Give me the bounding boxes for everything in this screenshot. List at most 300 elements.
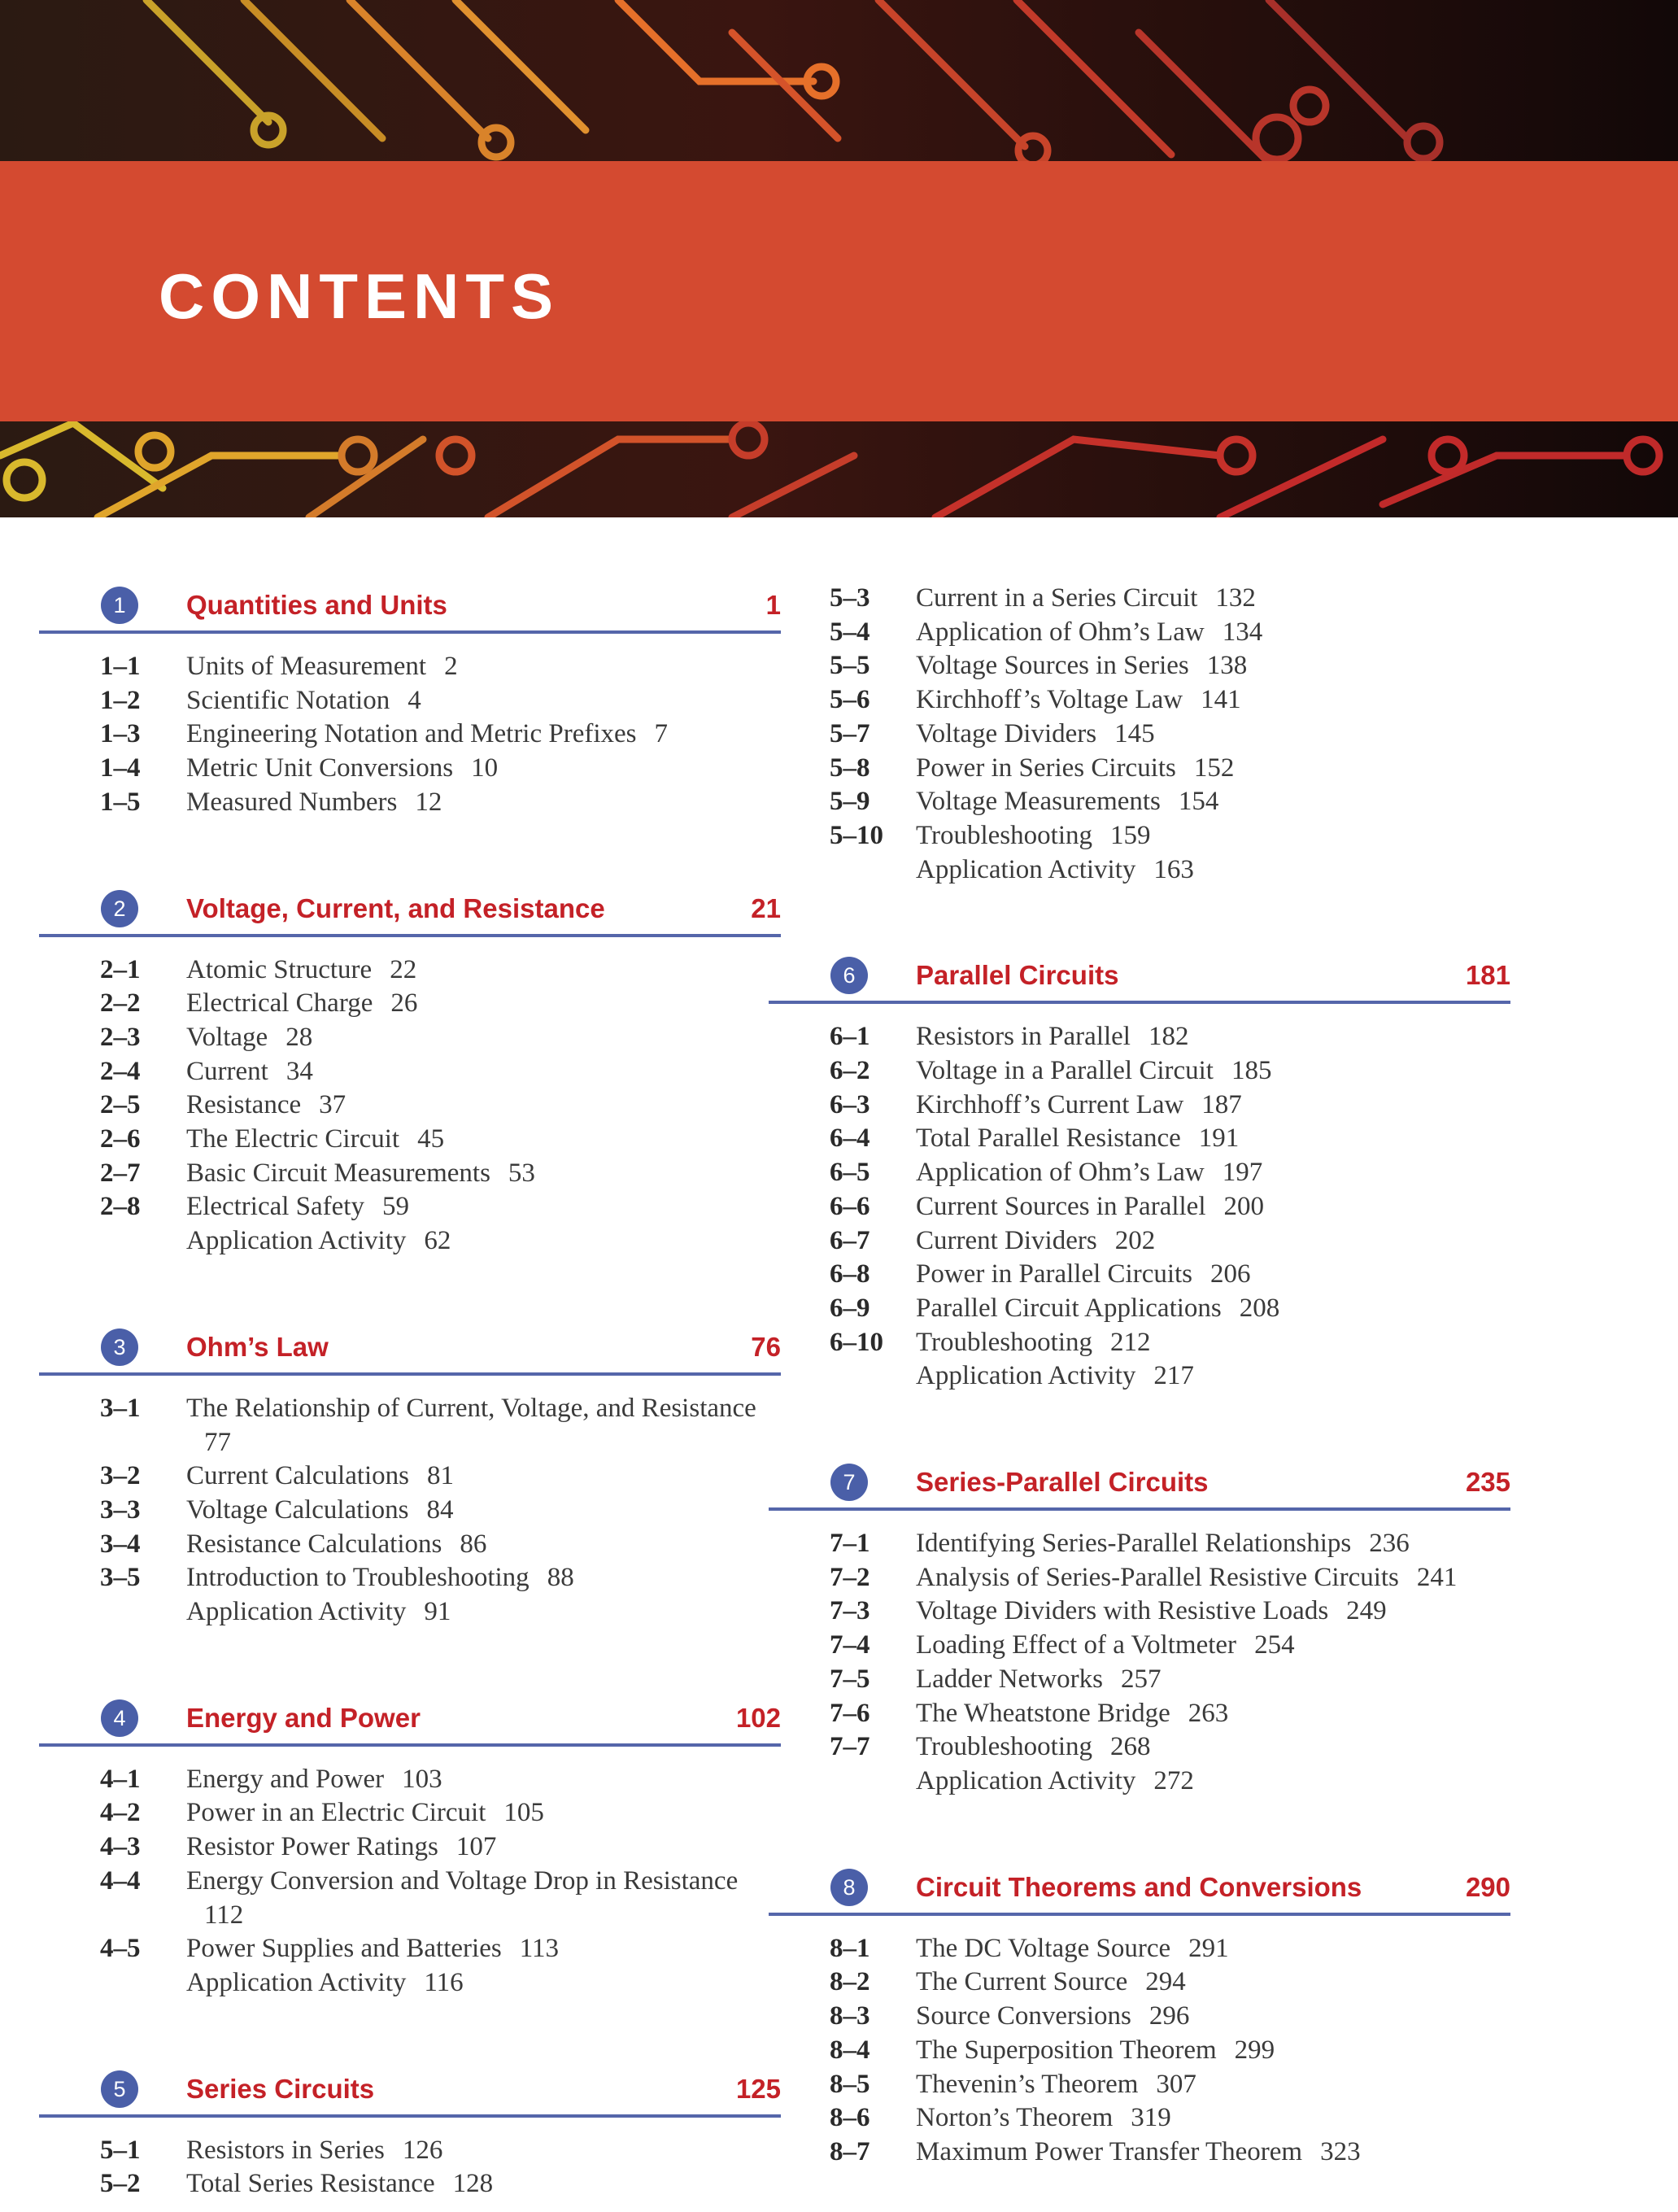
section-title[interactable]: Kirchhoff’s Current Law bbox=[916, 1089, 1184, 1119]
toc-entry[interactable] bbox=[769, 1224, 1510, 1259]
section-number: 7–3 bbox=[830, 1596, 870, 1626]
toc-entry[interactable] bbox=[39, 1392, 781, 1459]
chapter-rule bbox=[39, 934, 781, 937]
section-page: 4 bbox=[408, 685, 421, 715]
toc-entry[interactable] bbox=[39, 1055, 781, 1089]
toc-entry[interactable] bbox=[769, 2034, 1510, 2068]
section-page: 132 bbox=[1215, 583, 1256, 613]
section-page: 202 bbox=[1114, 1225, 1156, 1255]
section-page: 53 bbox=[508, 1158, 535, 1188]
section-page: 307 bbox=[1156, 2069, 1196, 2099]
toc-entry[interactable] bbox=[39, 650, 781, 684]
section-title[interactable]: Resistance Calculations bbox=[186, 1529, 442, 1559]
section-title-line bbox=[916, 649, 1510, 683]
chapter-page: 1 bbox=[765, 590, 781, 620]
section-title[interactable]: Scientific Notation bbox=[186, 685, 390, 715]
section-title[interactable]: Power in Series Circuits bbox=[916, 753, 1176, 783]
section-title[interactable]: Application Activity bbox=[186, 1226, 407, 1256]
section-number: 8–7 bbox=[830, 2136, 870, 2166]
section-page: 134 bbox=[1222, 617, 1263, 647]
section-number: 8–5 bbox=[830, 2069, 870, 2099]
section-title[interactable]: Units of Measurement bbox=[186, 652, 427, 681]
section-title[interactable]: Application Activity bbox=[916, 854, 1136, 884]
chapter-rule bbox=[39, 1372, 781, 1376]
toc-entry[interactable] bbox=[39, 953, 781, 988]
section-list bbox=[39, 2134, 781, 2201]
toc-entry[interactable] bbox=[769, 1697, 1510, 1731]
section-number: 4–1 bbox=[100, 1764, 141, 1794]
toc-entry[interactable] bbox=[769, 1292, 1510, 1326]
section-title-line bbox=[186, 1224, 781, 1259]
section-number: 3–1 bbox=[100, 1393, 141, 1423]
section-list bbox=[769, 582, 1510, 887]
toc-entry[interactable] bbox=[769, 616, 1510, 650]
section-number: 2–5 bbox=[100, 1090, 141, 1120]
section-number: 5–2 bbox=[100, 2169, 141, 2199]
section-title-line bbox=[916, 718, 1510, 752]
section-title-line bbox=[186, 1494, 781, 1528]
toc-entry[interactable] bbox=[769, 2101, 1510, 2136]
chapter-heading[interactable] bbox=[769, 1864, 1510, 1932]
toc-entry[interactable] bbox=[39, 1021, 781, 1055]
section-title-line bbox=[186, 953, 781, 988]
chapter-page: 125 bbox=[735, 2073, 781, 2104]
section-title[interactable]: Ladder Networks bbox=[916, 1664, 1104, 1694]
section-title[interactable]: Source Conversions bbox=[916, 2001, 1131, 2031]
toc-entry[interactable] bbox=[39, 1830, 781, 1865]
toc-entry[interactable] bbox=[769, 1156, 1510, 1190]
section-title-line bbox=[186, 1459, 781, 1494]
section-title-line bbox=[186, 1157, 781, 1191]
chapter-number-badge: 7 bbox=[830, 1464, 868, 1501]
section-title-line bbox=[186, 2134, 781, 2168]
toc-entry[interactable] bbox=[39, 1089, 781, 1123]
toc-entry[interactable] bbox=[39, 1932, 781, 1966]
section-title-line bbox=[916, 1156, 1510, 1190]
section-number: 2–2 bbox=[100, 988, 141, 1019]
section-page: 217 bbox=[1153, 1361, 1194, 1391]
toc-entry[interactable] bbox=[769, 2000, 1510, 2034]
section-page: 236 bbox=[1369, 1529, 1410, 1559]
section-title[interactable]: Current Dividers bbox=[916, 1225, 1097, 1255]
section-title[interactable]: Voltage Dividers with Resistive Loads bbox=[916, 1596, 1329, 1626]
section-title[interactable]: Voltage in a Parallel Circuit bbox=[916, 1056, 1214, 1086]
section-list bbox=[39, 1392, 781, 1630]
chapter-title[interactable]: Ohm’s Law bbox=[186, 1331, 329, 1362]
chapter-number-badge: 1 bbox=[101, 587, 138, 624]
chapter-title[interactable]: Series Circuits bbox=[186, 2073, 375, 2104]
section-page: 141 bbox=[1201, 685, 1241, 715]
section-title[interactable]: The Electric Circuit bbox=[186, 1124, 400, 1154]
toc-entry[interactable] bbox=[769, 1932, 1510, 1966]
section-list bbox=[39, 1763, 781, 2000]
section-list bbox=[769, 1020, 1510, 1394]
toc-entry[interactable] bbox=[39, 1123, 781, 1157]
section-title[interactable]: Application Activity bbox=[916, 1361, 1136, 1391]
section-page: 152 bbox=[1193, 753, 1235, 783]
header-banner bbox=[0, 0, 1678, 517]
section-page: 249 bbox=[1346, 1596, 1387, 1626]
toc-entry[interactable] bbox=[39, 1224, 781, 1259]
chapter-heading[interactable] bbox=[769, 1459, 1510, 1527]
section-title[interactable]: Application of Ohm’s Law bbox=[916, 1158, 1205, 1188]
section-title[interactable]: Kirchhoff’s Voltage Law bbox=[916, 685, 1183, 715]
section-number: 5–4 bbox=[830, 617, 870, 647]
section-title[interactable]: Introduction to Troubleshooting bbox=[186, 1563, 530, 1593]
toc-entry[interactable] bbox=[769, 785, 1510, 819]
section-page: 81 bbox=[427, 1461, 455, 1491]
section-title-line bbox=[916, 1932, 1510, 1966]
section-title-line bbox=[186, 786, 781, 820]
section-number: 2–1 bbox=[100, 954, 141, 984]
section-title-line bbox=[916, 1122, 1510, 1156]
section-title[interactable]: Resistor Power Ratings bbox=[186, 1832, 438, 1862]
section-page: 197 bbox=[1222, 1158, 1263, 1188]
section-title-line bbox=[186, 1763, 781, 1797]
toc-entry[interactable] bbox=[769, 752, 1510, 786]
section-title[interactable]: Parallel Circuit Applications bbox=[916, 1293, 1222, 1323]
section-title-line bbox=[916, 1527, 1510, 1561]
section-title[interactable]: Loading Effect of a Voltmeter bbox=[916, 1630, 1237, 1660]
toc-entry[interactable] bbox=[769, 1020, 1510, 1054]
section-title-line bbox=[186, 1595, 781, 1630]
section-title[interactable]: Electrical Charge bbox=[186, 988, 373, 1019]
toc-entry[interactable] bbox=[769, 1730, 1510, 1765]
toc-entry[interactable] bbox=[769, 1663, 1510, 1697]
chapter-heading[interactable] bbox=[769, 952, 1510, 1020]
toc-entry[interactable] bbox=[769, 1561, 1510, 1595]
section-title-line bbox=[186, 1865, 781, 1932]
chapter-title[interactable]: Energy and Power bbox=[186, 1702, 421, 1733]
section-title[interactable]: Total Parallel Resistance bbox=[916, 1123, 1181, 1154]
section-title[interactable]: Power Supplies and Batteries bbox=[186, 1934, 502, 1964]
toc-entry[interactable] bbox=[769, 1122, 1510, 1156]
chapter-rule bbox=[39, 630, 781, 634]
chapter-number-badge: 8 bbox=[830, 1869, 868, 1906]
toc-entry[interactable] bbox=[769, 649, 1510, 683]
chapter-number-badge: 6 bbox=[830, 957, 868, 994]
section-number: 7–4 bbox=[830, 1630, 870, 1660]
section-title[interactable]: Atomic Structure bbox=[186, 954, 373, 984]
section-page: 7 bbox=[654, 719, 669, 749]
toc-entry[interactable] bbox=[39, 684, 781, 718]
section-title[interactable]: Voltage bbox=[186, 1022, 268, 1052]
section-page: 263 bbox=[1188, 1698, 1229, 1728]
section-title[interactable]: Engineering Notation and Metric Prefixes bbox=[186, 719, 637, 749]
section-title[interactable]: Troubleshooting bbox=[916, 1732, 1092, 1762]
section-title[interactable]: Norton’s Theorem bbox=[916, 2103, 1114, 2133]
section-number: 4–2 bbox=[100, 1798, 141, 1828]
toc-entry[interactable] bbox=[39, 2134, 781, 2168]
section-number: 7–5 bbox=[830, 1664, 870, 1694]
section-title[interactable]: Resistors in Series bbox=[186, 2135, 385, 2165]
section-page: 59 bbox=[381, 1192, 409, 1222]
section-list bbox=[769, 1932, 1510, 2170]
toc-entry[interactable] bbox=[39, 718, 781, 752]
section-page: 10 bbox=[471, 753, 499, 783]
toc-entry[interactable] bbox=[39, 1796, 781, 1830]
chapter-page: 76 bbox=[751, 1331, 781, 1362]
section-page: 268 bbox=[1109, 1732, 1151, 1762]
toc-entry[interactable] bbox=[39, 752, 781, 786]
section-title[interactable]: Metric Unit Conversions bbox=[186, 753, 454, 783]
chapter-heading[interactable] bbox=[39, 885, 781, 953]
section-title[interactable]: Total Series Resistance bbox=[186, 2169, 435, 2199]
section-title[interactable]: Current bbox=[186, 1056, 268, 1086]
section-number: 2–6 bbox=[100, 1124, 141, 1154]
page-title: CONTENTS bbox=[159, 260, 560, 332]
toc-entry[interactable] bbox=[769, 683, 1510, 718]
section-title-line bbox=[186, 1190, 781, 1224]
chapter-rule bbox=[769, 1507, 1510, 1511]
chapter-page: 181 bbox=[1465, 960, 1510, 991]
toc-entry[interactable] bbox=[39, 2167, 781, 2201]
section-number: 5–9 bbox=[830, 787, 870, 817]
chapter-page: 290 bbox=[1465, 1871, 1510, 1902]
chapter-number-badge: 5 bbox=[101, 2070, 138, 2108]
toc-entry[interactable] bbox=[769, 1258, 1510, 1292]
section-number: 5–1 bbox=[100, 2135, 141, 2165]
section-number: 6–7 bbox=[830, 1225, 870, 1255]
toc-entry[interactable] bbox=[769, 1359, 1510, 1394]
section-list bbox=[39, 650, 781, 820]
section-number: 1–1 bbox=[100, 652, 141, 681]
section-title[interactable]: The Superposition Theorem bbox=[916, 2035, 1217, 2065]
section-title-line bbox=[186, 718, 781, 752]
section-title[interactable]: Resistance bbox=[186, 1090, 302, 1120]
section-page: 112 bbox=[204, 1900, 244, 1930]
section-title-line bbox=[916, 853, 1510, 888]
section-page: 208 bbox=[1239, 1293, 1280, 1323]
section-number: 3–5 bbox=[100, 1563, 141, 1593]
section-page: 28 bbox=[285, 1022, 313, 1052]
section-title[interactable]: Resistors in Parallel bbox=[916, 1022, 1131, 1052]
section-title-line bbox=[916, 2068, 1510, 2102]
section-title-line bbox=[916, 819, 1510, 853]
section-title-line bbox=[916, 1629, 1510, 1663]
section-title[interactable]: The Current Source bbox=[916, 1967, 1128, 1997]
section-title[interactable]: Power in Parallel Circuits bbox=[916, 1259, 1193, 1289]
section-title[interactable]: Application Activity bbox=[916, 1765, 1136, 1795]
toc-entry[interactable] bbox=[769, 1089, 1510, 1123]
section-title-line bbox=[186, 2167, 781, 2201]
section-title-line bbox=[186, 684, 781, 718]
section-page: 113 bbox=[519, 1934, 559, 1964]
chapter-heading[interactable] bbox=[39, 2066, 781, 2134]
section-page: 86 bbox=[460, 1529, 487, 1559]
chapter-rule bbox=[39, 2114, 781, 2118]
toc-entry[interactable] bbox=[769, 2068, 1510, 2102]
toc-entry[interactable] bbox=[39, 1595, 781, 1630]
section-title[interactable]: Application Activity bbox=[186, 1967, 407, 1997]
section-title-line bbox=[186, 1021, 781, 1055]
section-number: 7–1 bbox=[830, 1529, 870, 1559]
toc-entry[interactable] bbox=[769, 1190, 1510, 1224]
section-number: 3–3 bbox=[100, 1494, 141, 1525]
section-page: 84 bbox=[426, 1494, 454, 1525]
section-number: 4–4 bbox=[100, 1865, 141, 1896]
section-number: 5–10 bbox=[830, 820, 883, 850]
section-title-line bbox=[916, 1190, 1510, 1224]
chapter-title[interactable]: Quantities and Units bbox=[186, 590, 447, 620]
section-title[interactable]: The Relationship of Current, Voltage, and Resistance bbox=[186, 1393, 756, 1423]
section-title-line bbox=[916, 1561, 1510, 1595]
section-number: 5–3 bbox=[830, 583, 870, 613]
chapter-title[interactable]: Voltage, Current, and Resistance bbox=[186, 892, 605, 923]
section-title[interactable]: Energy and Power bbox=[186, 1764, 385, 1794]
toc-column-left bbox=[39, 582, 781, 2201]
toc-entry[interactable] bbox=[39, 1157, 781, 1191]
toc-entry[interactable] bbox=[39, 1865, 781, 1932]
chapter-heading[interactable] bbox=[39, 582, 781, 650]
section-number: 7–2 bbox=[830, 1562, 870, 1592]
toc-entry[interactable] bbox=[39, 1528, 781, 1562]
section-title[interactable]: The Wheatstone Bridge bbox=[916, 1698, 1170, 1728]
section-title-line bbox=[916, 1089, 1510, 1123]
section-number: 1–2 bbox=[100, 685, 141, 715]
toc-entry[interactable] bbox=[39, 1190, 781, 1224]
section-number: 8–1 bbox=[830, 1933, 870, 1963]
section-title-line bbox=[916, 1326, 1510, 1360]
toc-entry[interactable] bbox=[769, 1527, 1510, 1561]
chapter-number-badge: 4 bbox=[101, 1699, 138, 1737]
section-page: 2 bbox=[444, 652, 458, 681]
toc-entry[interactable] bbox=[769, 2136, 1510, 2170]
chapter-number-badge: 2 bbox=[101, 890, 138, 927]
toc-entry[interactable] bbox=[769, 1965, 1510, 2000]
chapter-rule bbox=[769, 1001, 1510, 1004]
section-number: 1–4 bbox=[100, 753, 141, 783]
section-title-line bbox=[186, 1528, 781, 1562]
section-number: 5–7 bbox=[830, 718, 870, 748]
section-title[interactable]: Maximum Power Transfer Theorem bbox=[916, 2136, 1303, 2166]
section-page: 191 bbox=[1198, 1123, 1240, 1154]
section-page: 34 bbox=[285, 1056, 313, 1086]
section-title[interactable]: Identifying Series-Parallel Relationships bbox=[916, 1529, 1352, 1559]
section-number: 2–7 bbox=[100, 1158, 141, 1188]
section-title[interactable]: Application of Ohm’s Law bbox=[916, 617, 1205, 647]
section-title-line bbox=[916, 1965, 1510, 2000]
section-title[interactable]: Basic Circuit Measurements bbox=[186, 1158, 490, 1188]
section-title[interactable]: Measured Numbers bbox=[186, 787, 398, 817]
section-title-line bbox=[916, 785, 1510, 819]
section-title-line bbox=[916, 2000, 1510, 2034]
section-number: 1–5 bbox=[100, 787, 141, 817]
section-title[interactable]: Troubleshooting bbox=[916, 820, 1092, 850]
chapter-number-badge: 3 bbox=[101, 1329, 138, 1366]
section-title-line bbox=[916, 1020, 1510, 1054]
section-title[interactable]: Application Activity bbox=[186, 1597, 407, 1627]
toc-entry[interactable] bbox=[769, 582, 1510, 616]
chapter-title[interactable]: Parallel Circuits bbox=[916, 960, 1119, 991]
toc-entry[interactable] bbox=[39, 1561, 781, 1595]
section-title-line bbox=[916, 616, 1510, 650]
section-page: 91 bbox=[424, 1597, 451, 1627]
section-number: 4–5 bbox=[100, 1934, 141, 1964]
chapter-title[interactable]: Circuit Theorems and Conversions bbox=[916, 1871, 1362, 1902]
section-page: 103 bbox=[402, 1764, 442, 1794]
section-title-line bbox=[186, 987, 781, 1021]
toc-entry[interactable] bbox=[39, 1763, 781, 1797]
section-page: 187 bbox=[1201, 1089, 1242, 1119]
chapter-title[interactable]: Series-Parallel Circuits bbox=[916, 1467, 1209, 1498]
section-number: 6–9 bbox=[830, 1293, 870, 1323]
toc-entry[interactable] bbox=[39, 786, 781, 820]
section-number: 6–6 bbox=[830, 1191, 870, 1221]
toc-entry[interactable] bbox=[769, 819, 1510, 853]
section-title-line bbox=[186, 1392, 781, 1459]
section-title-line bbox=[916, 582, 1510, 616]
section-number: 8–4 bbox=[830, 2035, 870, 2065]
section-title[interactable]: Power in an Electric Circuit bbox=[186, 1798, 486, 1828]
section-title-line bbox=[916, 2034, 1510, 2068]
section-page: 323 bbox=[1320, 2136, 1361, 2166]
toc-entry[interactable] bbox=[39, 1494, 781, 1528]
chapter-page: 235 bbox=[1465, 1467, 1510, 1498]
chapter-heading[interactable] bbox=[39, 1324, 781, 1392]
toc-entry[interactable] bbox=[769, 1595, 1510, 1629]
section-title[interactable]: Voltage Calculations bbox=[186, 1494, 409, 1525]
section-title-line bbox=[186, 1966, 781, 2000]
section-page: 62 bbox=[424, 1226, 451, 1256]
section-title[interactable]: The DC Voltage Source bbox=[916, 1933, 1171, 1963]
toc-entry[interactable] bbox=[769, 853, 1510, 888]
section-title[interactable]: Energy Conversion and Voltage Drop in Resistance bbox=[186, 1865, 739, 1896]
section-page: 319 bbox=[1131, 2103, 1171, 2133]
section-title[interactable]: Thevenin’s Theorem bbox=[916, 2069, 1139, 2099]
toc-entry[interactable] bbox=[39, 1459, 781, 1494]
section-title-line bbox=[916, 1663, 1510, 1697]
section-title[interactable]: Troubleshooting bbox=[916, 1327, 1092, 1357]
section-number: 6–4 bbox=[830, 1123, 870, 1154]
section-title[interactable]: Voltage Sources in Series bbox=[916, 651, 1189, 681]
section-number: 2–4 bbox=[100, 1056, 141, 1086]
section-title[interactable]: Analysis of Series-Parallel Resistive Circuits bbox=[916, 1562, 1399, 1592]
toc-entry[interactable] bbox=[769, 1326, 1510, 1360]
toc-entry[interactable] bbox=[769, 1054, 1510, 1089]
section-title[interactable]: Voltage Measurements bbox=[916, 787, 1161, 817]
section-title-line bbox=[916, 1730, 1510, 1765]
chapter-rule bbox=[769, 1913, 1510, 1916]
section-page: 128 bbox=[452, 2169, 494, 2199]
toc-column-right bbox=[769, 582, 1510, 2170]
section-title-line bbox=[186, 1561, 781, 1595]
toc-entry[interactable] bbox=[769, 1765, 1510, 1799]
section-page: 107 bbox=[455, 1832, 497, 1862]
section-page: 163 bbox=[1153, 854, 1194, 884]
toc-entry[interactable] bbox=[39, 1966, 781, 2000]
section-title[interactable]: Current Sources in Parallel bbox=[916, 1191, 1206, 1221]
section-page: 272 bbox=[1153, 1765, 1194, 1795]
section-title[interactable]: Electrical Safety bbox=[186, 1192, 364, 1222]
section-title-line bbox=[186, 1123, 781, 1157]
section-number: 1–3 bbox=[100, 719, 141, 749]
section-title[interactable]: Voltage Dividers bbox=[916, 718, 1097, 748]
toc-entry[interactable] bbox=[769, 718, 1510, 752]
section-page: 296 bbox=[1148, 2001, 1190, 2031]
section-number: 4–3 bbox=[100, 1832, 141, 1862]
section-title[interactable]: Current Calculations bbox=[186, 1461, 410, 1491]
chapter-heading[interactable] bbox=[39, 1695, 781, 1763]
section-title-line bbox=[916, 1595, 1510, 1629]
chapter-page: 102 bbox=[735, 1702, 781, 1733]
section-title-line bbox=[916, 1697, 1510, 1731]
toc-entry[interactable] bbox=[39, 987, 781, 1021]
toc-entry[interactable] bbox=[769, 1629, 1510, 1663]
chapter-page: 21 bbox=[751, 892, 781, 923]
section-title[interactable]: Current in a Series Circuit bbox=[916, 583, 1198, 613]
section-number: 8–2 bbox=[830, 1967, 870, 1997]
